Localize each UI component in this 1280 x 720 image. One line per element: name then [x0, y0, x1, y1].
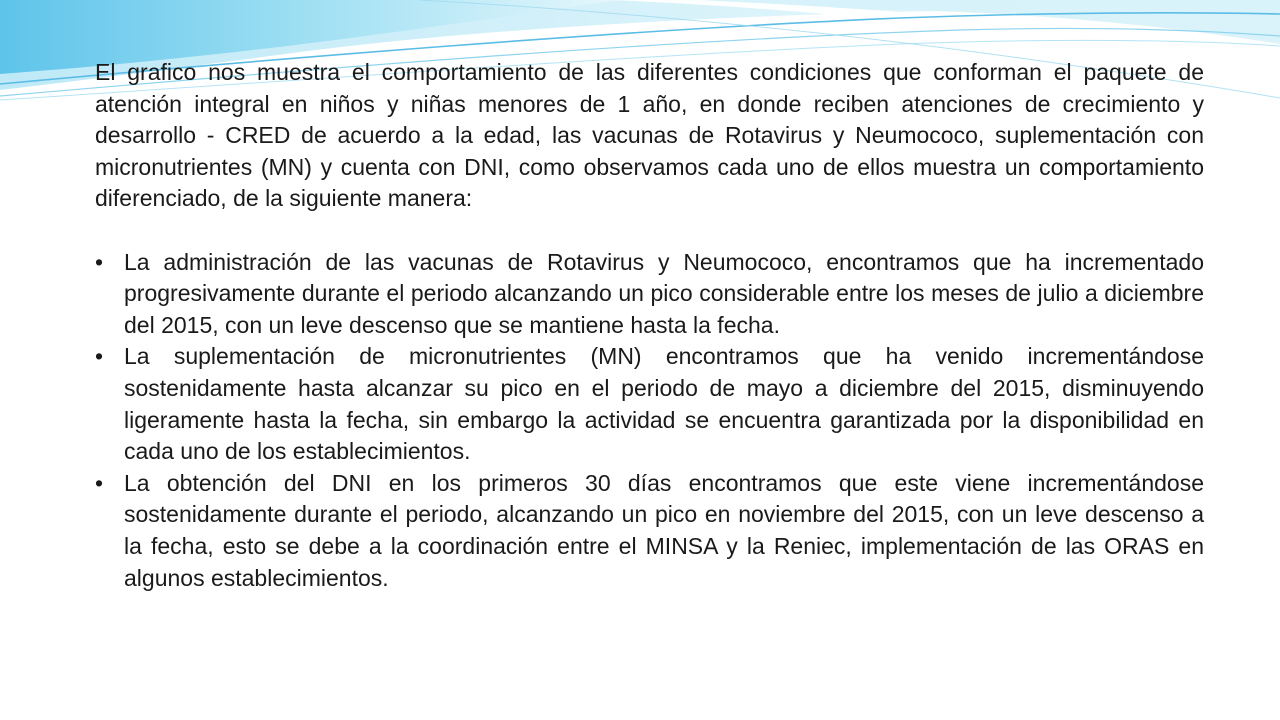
bullet-text: La obtención del DNI en los primeros 30 días encontramos que este viene incrementándose sostenidamente durante el periodo, alcanzando un pico en noviembre del 2015, con un leve descenso a la fecha, esto se debe a la coordinación entre el MINSA y la Reniec, implementación de las ORAS en algunos establecimientos. [124, 469, 1204, 591]
intro-paragraph: El grafico nos muestra el comportamiento de las diferentes condiciones que conforman el paquete de atención integral en niños y niñas menores de 1 año, en donde reciben atenciones de crecimiento y desarrollo - CRED de acuerdo a la edad, las vacunas de Rotavirus y Neumococo, suplementación con micronutrientes (MN) y cuenta con DNI, como observamos cada uno de ellos muestra un comportamiento diferenciado, de la siguiente manera: [95, 59, 1204, 212]
bullet-icon: • [95, 343, 104, 370]
bullet-text: La suplementación de micronutrientes (MN) encontramos que ha venido incrementándose sostenidamente hasta alcanzar su pico en el periodo de mayo a diciembre del 2015, disminuyendo ligeramente hasta la fecha, sin embargo la actividad se encuentra garantizada por la disponibilidad en cada uno de los establecimientos. [124, 343, 1204, 465]
bullet-item-vacunas [95, 247, 1204, 342]
bullet-icon: • [95, 248, 104, 275]
paragraph-spacer [95, 215, 1204, 247]
bullet-icon: • [95, 469, 104, 496]
bullet-text: La administración de las vacunas de Rotavirus y Neumococo, encontramos que ha incrementado progresivamente durante el periodo alcanzando un pico considerable entre los meses de julio a diciembre del 2015, con un leve descenso que se mantiene hasta la fecha. [124, 248, 1204, 338]
bullet-item-micronutrientes [95, 341, 1204, 467]
bullet-item-dni [95, 468, 1204, 594]
bullet-list [95, 247, 1204, 595]
slide-content [95, 57, 1204, 594]
